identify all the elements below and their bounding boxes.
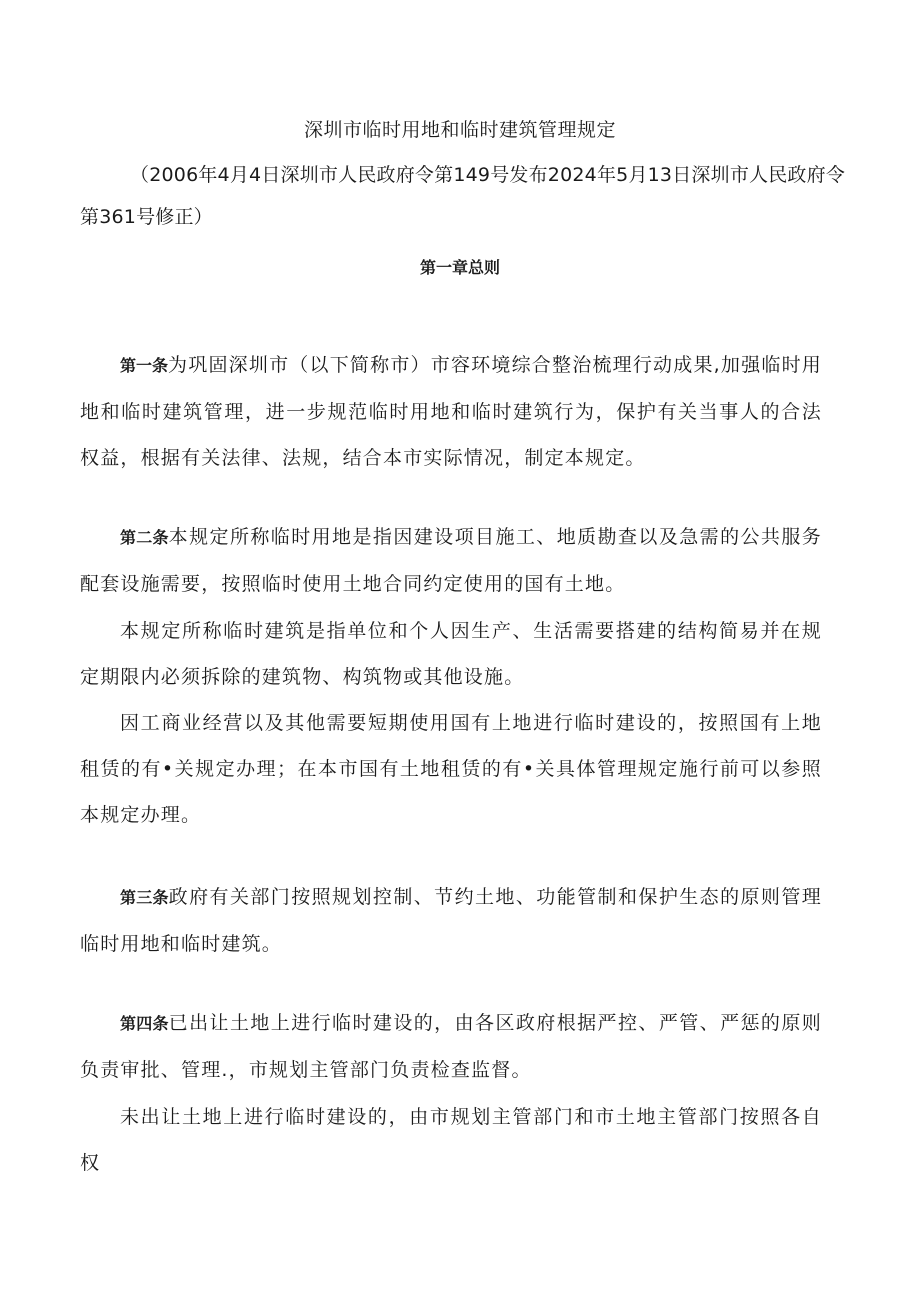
- article-3-paragraph: [80, 874, 822, 967]
- article-text: 未出让土地上进行临时建设的，由市规划主管部门和市土地主管部门按照各自权: [80, 1106, 822, 1174]
- subtitle-line-2: 第361号修正）: [80, 206, 213, 228]
- document-title: 深圳市临时用地和临时建筑管理规定: [303, 119, 616, 141]
- article-2-paragraph-3: [80, 700, 822, 838]
- article-text: 本规定所称临时用地是指因建设项目施工、地质勘查以及急需的公共服务配套设施需要，按照临时使用土地合同约定使用的国有土地。: [80, 526, 822, 595]
- article-text: 因工商业经营以及其他需要短期使用国有上地进行临时建设的，按照国有上地租赁的有•关规定办理；在本市国有土地租赁的有•关具体管理规定施行前可以参照本规定办理。: [80, 712, 822, 826]
- article-text: 已出让土地上进行临时建设的，由各区政府根据严控、严管、严惩的原则负责审批、管理.，市规划主管部门负责检查监督。: [80, 1012, 822, 1081]
- article-label: 第二条: [120, 528, 169, 547]
- article-4-paragraph-2: [80, 1094, 822, 1186]
- subtitle-line-1: （2006年4月4日深圳市人民政府令第149号发布2024年5月13日深圳市人民政府令: [130, 164, 846, 186]
- article-label: 第一条: [120, 356, 169, 375]
- article-label: 第三条: [120, 888, 169, 907]
- article-4-paragraph: [80, 1000, 822, 1093]
- article-1-paragraph: [80, 342, 822, 481]
- chapter-heading: 第一章总则: [419, 258, 500, 277]
- article-2-paragraph-2: [80, 608, 822, 700]
- document-subtitle: [80, 154, 846, 238]
- article-label: 第四条: [120, 1014, 169, 1033]
- article-2-paragraph: [80, 514, 822, 607]
- article-text: 本规定所称临时建筑是指单位和个人因生产、生活需要搭建的结构简易并在规定期限内必须拆除的建筑物、构筑物或其他设施。: [80, 620, 822, 688]
- article-text: 为巩固深圳市（以下简称市）市容环境综合整治梳理行动成果,加强临时用地和临时建筑管理，进一步规范临时用地和临时建筑行为，保护有关当事人的合法权益，根据有关法律、法规，结合本市实际情况，制定本规定。: [80, 354, 822, 469]
- article-text: 政府有关部门按照规划控制、节约土地、功能管制和保护生态的原则管理临时用地和临时建筑。: [80, 886, 822, 955]
